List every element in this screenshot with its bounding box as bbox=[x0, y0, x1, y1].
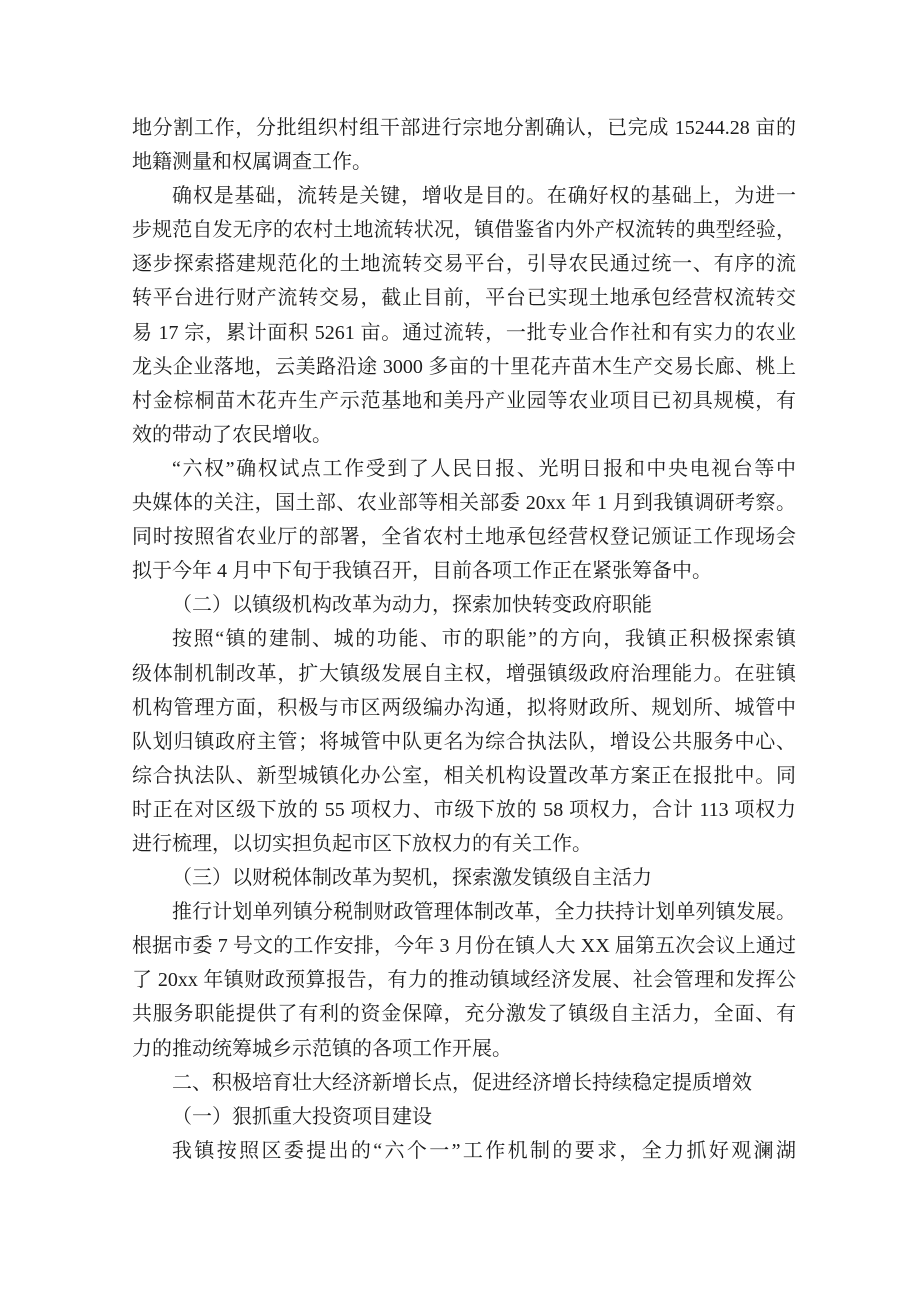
text-line: 了 20xx 年镇财政预算报告，有力的推动镇域经济发展、社会管理和发挥公 bbox=[132, 969, 796, 992]
text-line: 同时按照省农业厅的部署，全省农村土地承包经营权登记颁证工作现场会 bbox=[132, 526, 796, 549]
text-line: 易 17 宗，累计面积 5261 亩。通过流转，一批专业合作社和有实力的农业 bbox=[132, 321, 796, 344]
document-body bbox=[132, 111, 796, 1168]
text-line: “六权”确权试点工作受到了人民日报、光明日报和中央电视台等中 bbox=[172, 457, 796, 480]
text-line: 步规范自发无序的农村土地流转状况，镇借鉴省内外产权流转的典型经验， bbox=[132, 219, 796, 242]
text-line: 级体制机制改革，扩大镇级发展自主权，增强镇级政府治理能力。在驻镇 bbox=[132, 662, 796, 685]
text-line: 村金棕桐苗木花卉生产示范基地和美丹产业园等农业项目已初具规模，有 bbox=[132, 389, 796, 412]
text-line: 我镇按照区委提出的“六个一”工作机制的要求，全力抓好观澜湖 bbox=[172, 1139, 796, 1162]
text-line: 效的带动了农民增收。 bbox=[132, 423, 332, 446]
text-line: （三）以财税体制改革为契机，探索激发镇级自主活力 bbox=[172, 867, 652, 890]
text-line: 央媒体的关注，国土部、农业部等相关部委 20xx 年 1 月到我镇调研考察。 bbox=[132, 492, 796, 515]
text-line: 力的推动统筹城乡示范镇的各项工作开展。 bbox=[132, 1037, 512, 1060]
text-line: 拟于今年 4 月中下旬于我镇召开，目前各项工作正在紧张筹备中。 bbox=[132, 560, 712, 583]
text-line: （一）狠抓重大投资项目建设 bbox=[172, 1105, 432, 1128]
text-line: 龙头企业落地，云美路沿途 3000 多亩的十里花卉苗木生产交易长廊、桃上 bbox=[132, 355, 796, 378]
text-line: 根据市委 7 号文的工作安排，今年 3 月份在镇人大 XX 届第五次会议上通过 bbox=[132, 935, 796, 958]
text-line: 转平台进行财产流转交易，截止目前，平台已实现土地承包经营权流转交 bbox=[132, 287, 796, 310]
text-line: 地籍测量和权属调查工作。 bbox=[132, 151, 372, 174]
text-line: 综合执法队、新型城镇化办公室，相关机构设置改革方案正在报批中。同 bbox=[132, 764, 796, 787]
text-line: （二）以镇级机构改革为动力，探索加快转变政府职能 bbox=[172, 594, 652, 617]
text-line: 时正在对区级下放的 55 项权力、市级下放的 58 项权力，合计 113 项权力 bbox=[132, 798, 796, 821]
text-line: 地分割工作，分批组织村组干部进行宗地分割确认，已完成 15244.28 亩的 bbox=[132, 117, 796, 139]
text-line: 推行计划单列镇分税制财政管理体制改革，全力扶持计划单列镇发展。 bbox=[172, 901, 796, 924]
text-line: 队划归镇政府主管；将城管中队更名为综合执法队，增设公共服务中心、 bbox=[132, 730, 796, 753]
text-line: 二、积极培育壮大经济新增长点，促进经济增长持续稳定提质增效 bbox=[172, 1071, 752, 1094]
text-line: 机构管理方面，积极与市区两级编办沟通，拟将财政所、规划所、城管中 bbox=[132, 696, 796, 719]
text-line: 确权是基础，流转是关键，增收是目的。在确好权的基础上，为进一 bbox=[172, 185, 796, 208]
text-line: 进行梳理，以切实担负起市区下放权力的有关工作。 bbox=[132, 832, 592, 855]
text-line: 逐步探索搭建规范化的土地流转交易平台，引导农民通过统一、有序的流 bbox=[132, 253, 796, 276]
text-line: 共服务职能提供了有利的资金保障，充分激发了镇级自主活力，全面、有 bbox=[132, 1003, 796, 1026]
text-line: 按照“镇的建制、城的功能、市的职能”的方向，我镇正积极探索镇 bbox=[172, 628, 796, 651]
